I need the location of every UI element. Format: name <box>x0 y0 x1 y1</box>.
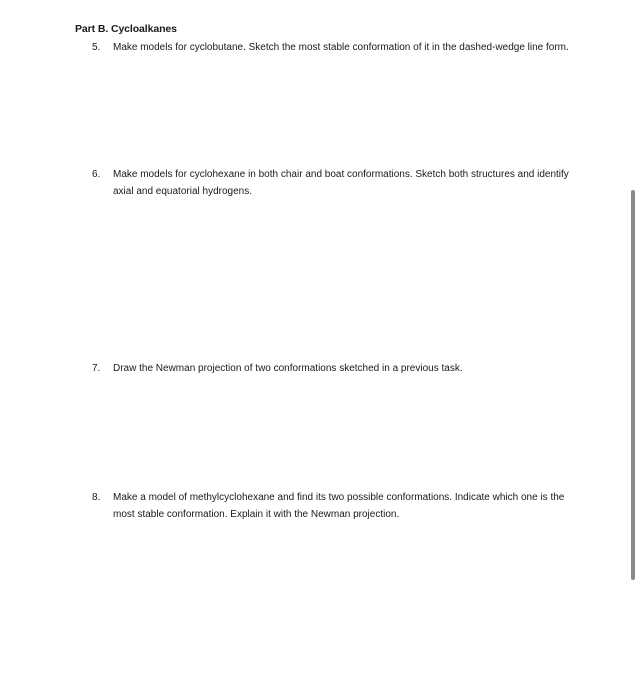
question-number: 7. <box>92 363 101 374</box>
scrollbar-thumb[interactable] <box>631 190 635 580</box>
question-number: 8. <box>92 492 101 503</box>
question-item <box>92 489 572 523</box>
question-text: Make a model of methylcyclohexane and find its two possible conformations. Indicate which one is the most stable conformation. Explain it with the Newman projection. <box>113 492 565 520</box>
question-item <box>92 360 572 377</box>
question-text: Draw the Newman projection of two conformations sketched in a previous task. <box>113 363 463 374</box>
question-item <box>92 39 572 56</box>
question-number: 6. <box>92 169 101 180</box>
question-text: Make models for cyclobutane. Sketch the most stable conformation of it in the dashed-wedge line form. <box>113 42 569 53</box>
question-number: 5. <box>92 42 101 53</box>
section-title: Part B. Cycloalkanes <box>75 23 177 35</box>
question-text: Make models for cyclohexane in both chair and boat conformations. Sketch both structures and identify axial and equatorial hydrogens. <box>113 169 569 197</box>
vertical-scrollbar[interactable] <box>631 190 635 580</box>
question-item <box>92 166 572 200</box>
